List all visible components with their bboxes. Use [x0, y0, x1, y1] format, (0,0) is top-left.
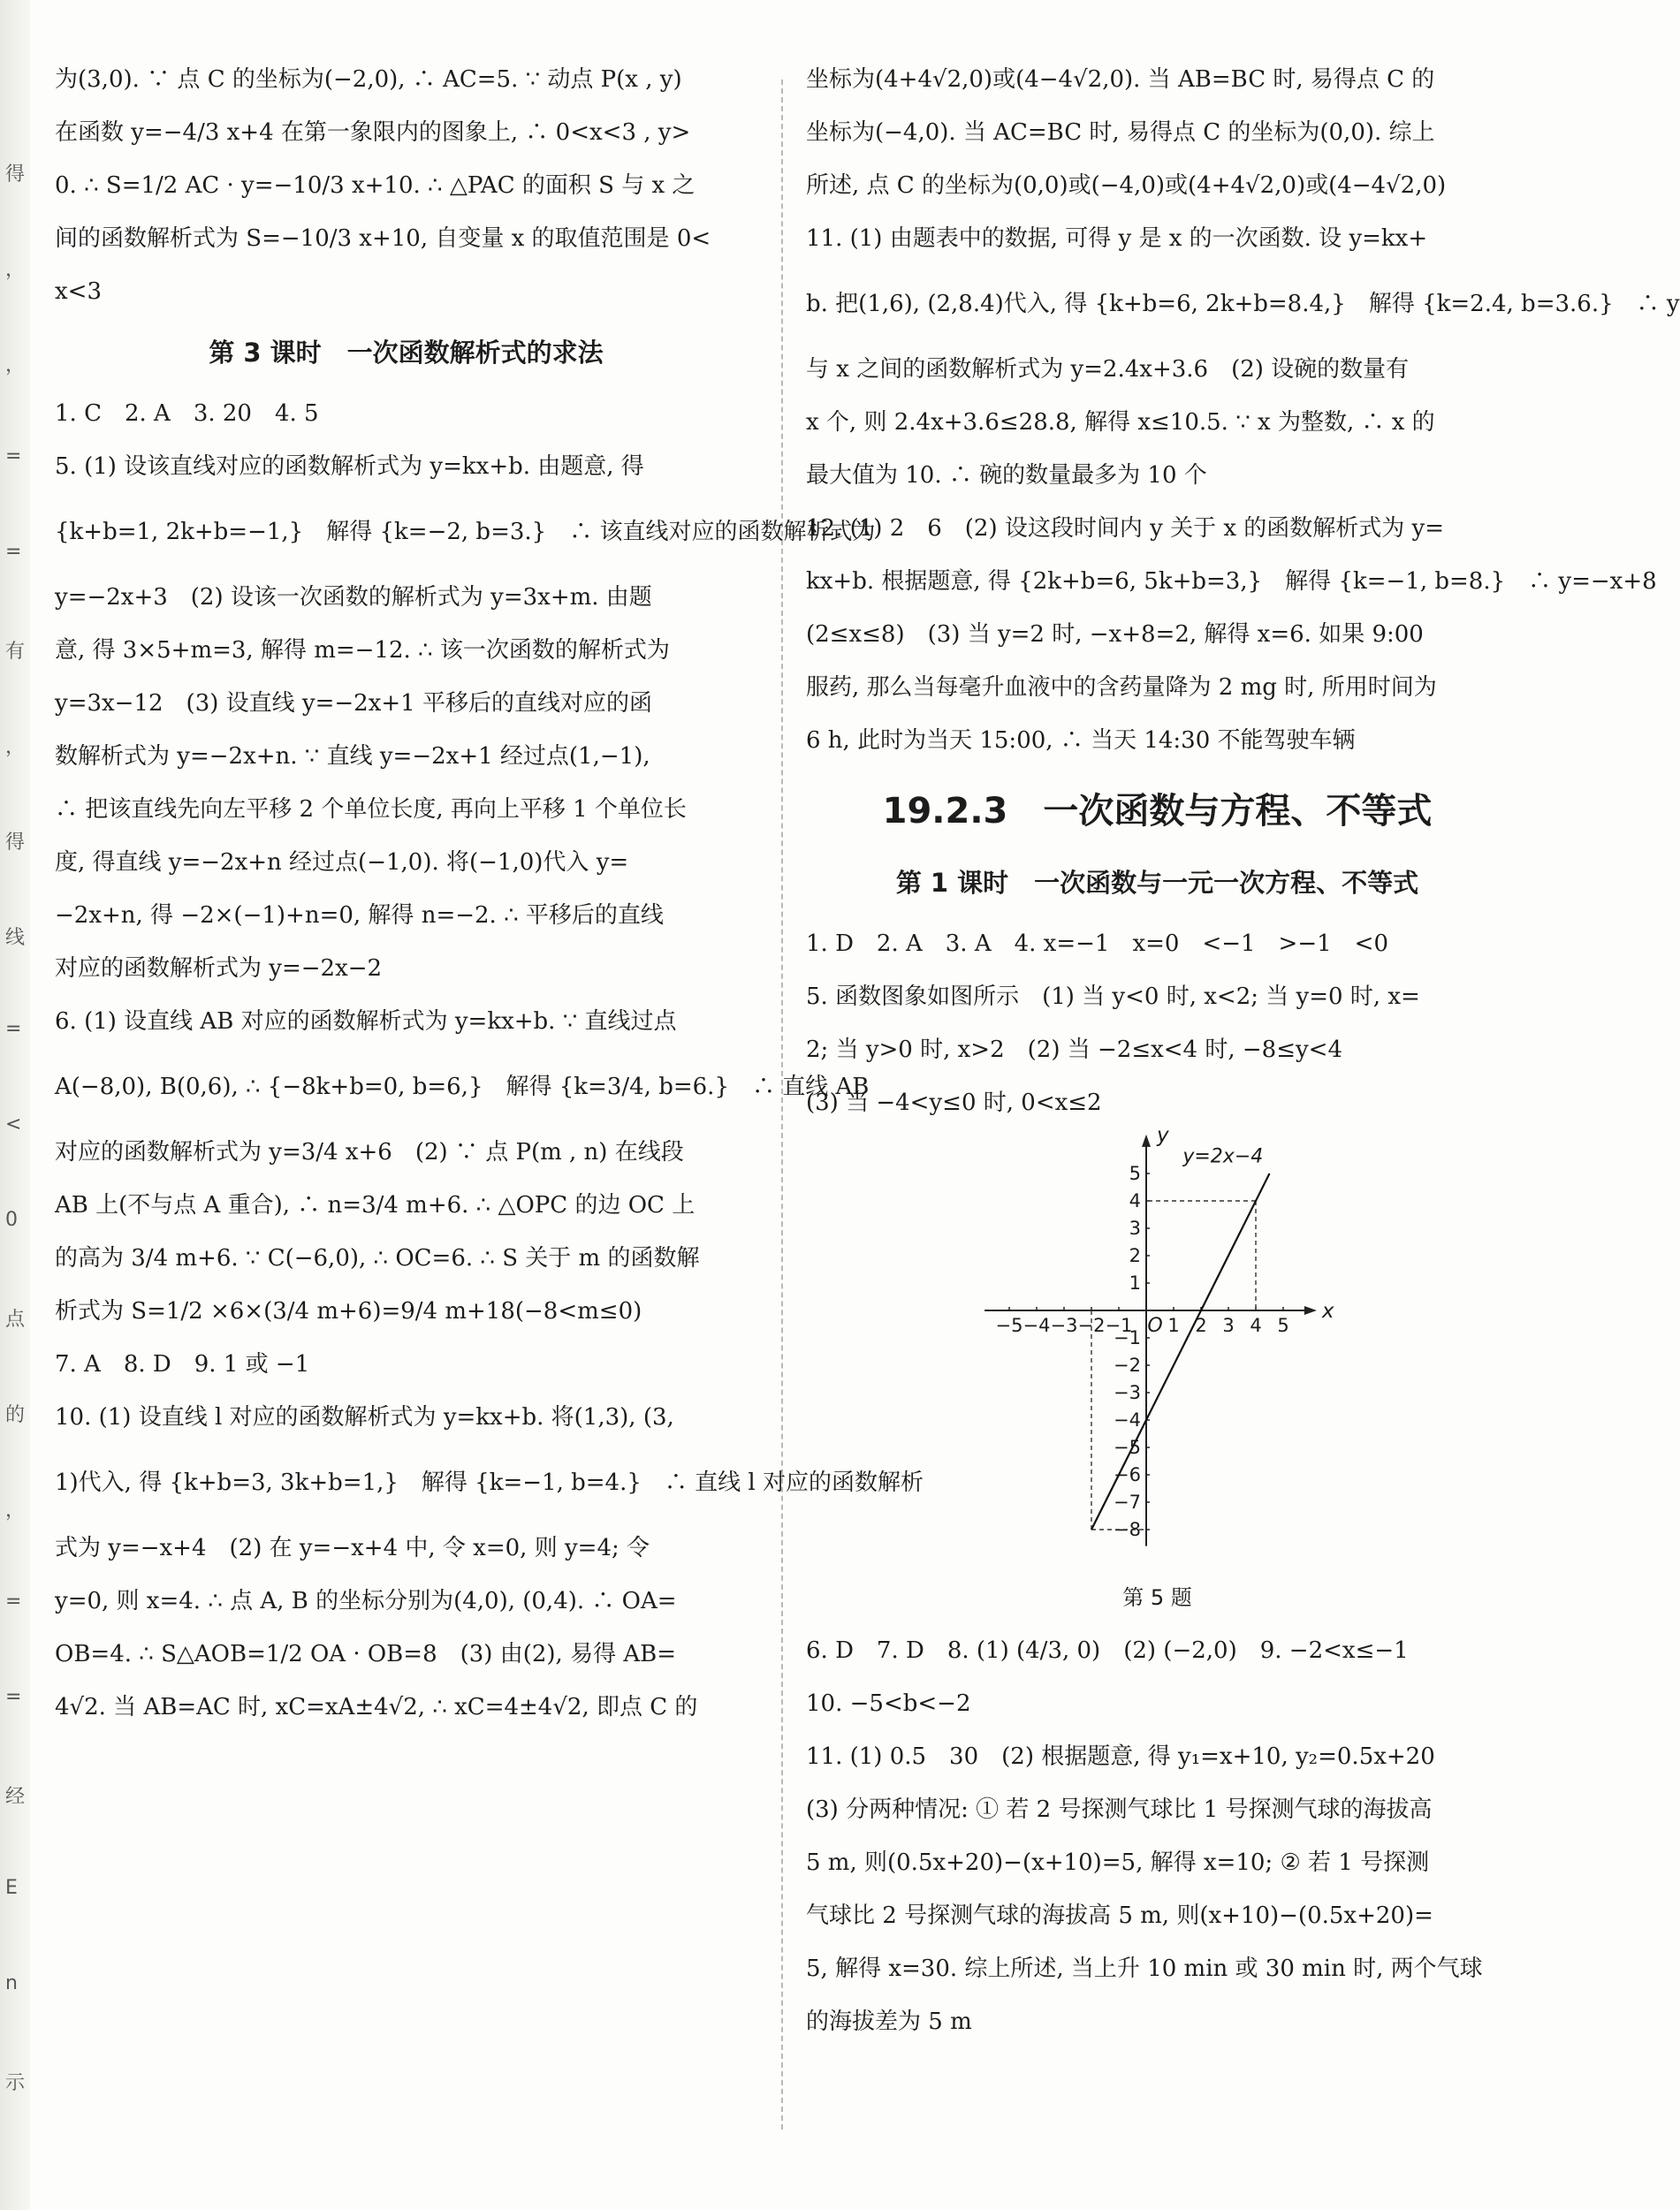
text-line: 7. A 8. D 9. 1 或 −1: [55, 1351, 310, 1378]
y-tick-label: −5: [1114, 1437, 1141, 1458]
figure-caption: 第 5 题: [1122, 1585, 1192, 1610]
edge-fragment: 线: [5, 927, 26, 949]
y-tick-label: 1: [1129, 1272, 1141, 1294]
text-line: 间的函数解析式为 S=−10/3 x+10, 自变量 x 的取值范围是 0<: [55, 225, 711, 252]
edge-fragment: ，: [5, 1500, 26, 1522]
series-line-y-2x-4: [1091, 1173, 1270, 1530]
text-line: 2; 当 y>0 时, x>2 (2) 当 −2≤x<4 时, −8≤y<4: [806, 1037, 1343, 1063]
edge-fragment: 示: [5, 2072, 26, 2094]
y-tick-label: 2: [1129, 1245, 1141, 1266]
edge-fragment: n: [5, 1972, 18, 1994]
text-line: 坐标为(−4,0). 当 AC=BC 时, 易得点 C 的坐标为(0,0). 综上: [806, 119, 1435, 146]
text-line: AB 上(不与点 A 重合), ∴ n=3/4 m+6. ∴ △OPC 的边 OC 上: [55, 1192, 696, 1219]
y-axis-label: y: [1157, 1123, 1169, 1147]
edge-fragment: <: [5, 1113, 22, 1135]
y-tick-label: −7: [1114, 1492, 1141, 1513]
text-line: 10. −5<b<−2: [806, 1690, 971, 1717]
text-line: (3) 分两种情况: ① 若 2 号探测气球比 1 号探测气球的海拔高: [806, 1796, 1433, 1823]
lesson-1-title: 第 1 课时 一次函数与一元一次方程、不等式: [895, 868, 1419, 898]
text-line: (2≤x≤8) (3) 当 y=2 时, −x+8=2, 解得 x=6. 如果 9:00: [806, 621, 1424, 648]
right-answer-lines-2: [806, 1624, 1509, 2048]
text-line: 5, 解得 x=30. 综上所述, 当上升 10 min 或 30 min 时, 两个气球: [806, 1956, 1483, 1982]
edge-fragment: 经: [5, 1786, 26, 1808]
y-tick-label: −8: [1114, 1519, 1141, 1540]
text-line: 6. D 7. D 8. (1) (4/3, 0) (2) (−2,0) 9. −2<x≤−1: [806, 1637, 1409, 1664]
text-line: {k+b=1, 2k+b=−1,} 解得 {k=−2, b=3.} ∴ 该直线对应的函数解析式为: [55, 519, 876, 545]
x-tick-label: 5: [1277, 1315, 1289, 1336]
x-axis-label: x: [1321, 1300, 1334, 1323]
text-line: 12. (1) 2 6 (2) 设这段时间内 y 关于 x 的函数解析式为 y=: [806, 515, 1445, 542]
y-axis-arrow: [1142, 1135, 1151, 1147]
series-label: y=2x−4: [1182, 1145, 1264, 1168]
left-intro-lines: [55, 53, 757, 318]
text-line: 最大值为 10. ∴ 碗的数量最多为 10 个: [806, 462, 1207, 489]
y-tick-label: 3: [1129, 1218, 1141, 1239]
text-line: 析式为 S=1/2 ×6×(3/4 m+6)=9/4 m+18(−8<m≤0): [55, 1298, 642, 1325]
x-tick-label: 1: [1167, 1315, 1180, 1336]
edge-fragment: =: [5, 541, 22, 563]
text-line: 服药, 那么当每毫升血液中的含药量降为 2 mg 时, 所用时间为: [806, 674, 1437, 701]
text-line: 1. C 2. A 3. 20 4. 5: [55, 400, 319, 427]
text-line: 意, 得 3×5+m=3, 解得 m=−12. ∴ 该一次函数的解析式为: [55, 637, 670, 664]
y-tick-label: −2: [1114, 1355, 1141, 1376]
text-line: x<3: [55, 278, 102, 305]
x-tick-label: −5: [995, 1315, 1023, 1336]
text-line: 对应的函数解析式为 y=−2x−2: [55, 955, 383, 982]
text-line: 11. (1) 由题表中的数据, 可得 y 是 x 的一次函数. 设 y=kx+: [806, 225, 1428, 252]
y-tick-label: 4: [1129, 1190, 1141, 1211]
edge-fragment: ，: [5, 259, 26, 281]
x-tick-label: −3: [1050, 1315, 1078, 1336]
edge-fragment: =: [5, 445, 22, 467]
text-line: 为(3,0). ∵ 点 C 的坐标为(−2,0), ∴ AC=5. ∵ 动点 P(x , y): [55, 66, 682, 93]
figure-problem-5: [806, 1123, 1509, 1624]
edge-fragment: =: [5, 1591, 22, 1613]
text-line: 5. 函数图象如图所示 (1) 当 y<0 时, x<2; 当 y=0 时, x=: [806, 983, 1420, 1010]
column-divider: [781, 80, 783, 2130]
text-line: x 个, 则 2.4x+3.6≤28.8, 解得 x≤10.5. ∵ x 为整数, ∴ x 的: [806, 409, 1435, 436]
text-line: 坐标为(4+4√2,0)或(4−4√2,0). 当 AB=BC 时, 易得点 C 的: [806, 66, 1435, 93]
text-line: 对应的函数解析式为 y=3/4 x+6 (2) ∵ 点 P(m , n) 在线段: [55, 1139, 684, 1166]
text-line: A(−8,0), B(0,6), ∴ {−8k+b=0, b=6,} 解得 {k=3/4, b=6.} ∴ 直线 AB: [55, 1074, 870, 1100]
edge-fragment: 0: [5, 1209, 18, 1231]
text-line: 1)代入, 得 {k+b=3, 3k+b=1,} 解得 {k=−1, b=4.} ∴ 直线 l 对应的函数解析: [55, 1470, 924, 1496]
text-line: 0. ∴ S=1/2 AC · y=−10/3 x+10. ∴ △PAC 的面积 S 与 x 之: [55, 172, 696, 199]
text-line: 式为 y=−x+4 (2) 在 y=−x+4 中, 令 x=0, 则 y=4; 令: [55, 1535, 650, 1561]
text-line: 1. D 2. A 3. A 4. x=−1 x=0 <−1 >−1 <0: [806, 930, 1389, 957]
y-tick-label: −1: [1114, 1327, 1141, 1348]
y-tick-label: −4: [1114, 1409, 1141, 1431]
text-line: 所述, 点 C 的坐标为(0,0)或(−4,0)或(4+4√2,0)或(4−4√2,0): [806, 172, 1447, 199]
text-line: 的高为 3/4 m+6. ∵ C(−6,0), ∴ OC=6. ∴ S 关于 m 的函数解: [55, 1245, 700, 1272]
text-line: 10. (1) 设直线 l 对应的函数解析式为 y=kx+b. 将(1,3), (3,: [55, 1404, 674, 1431]
edge-fragment: ，: [5, 354, 26, 376]
text-line: 在函数 y=−4/3 x+4 在第一象限内的图象上, ∴ 0<x<3 , y>: [55, 119, 691, 146]
right-answer-lines: [806, 917, 1509, 1129]
y-tick-label: −6: [1114, 1464, 1141, 1485]
text-line: b. 把(1,6), (2,8.4)代入, 得 {k+b=6, 2k+b=8.4,} 解得 {k=2.4, b=3.6.} ∴ y: [806, 291, 1680, 317]
x-tick-label: 3: [1222, 1315, 1235, 1336]
text-line: 度, 得直线 y=−2x+n 经过点(−1,0). 将(−1,0)代入 y=: [55, 849, 629, 876]
lesson-3-title: 第 3 课时 一次函数解析式的求法: [209, 338, 604, 368]
edge-fragment: =: [5, 1018, 22, 1040]
text-line: 6. (1) 设直线 AB 对应的函数解析式为 y=kx+b. ∵ 直线过点: [55, 1008, 677, 1035]
y-tick-label: −3: [1114, 1382, 1141, 1403]
x-axis-arrow: [1304, 1306, 1317, 1315]
edge-fragment: ，: [5, 736, 26, 758]
edge-fragment: =: [5, 1686, 22, 1708]
text-line: 气球比 2 号探测气球的海拔高 5 m, 则(x+10)−(0.5x+20)=: [806, 1902, 1433, 1929]
text-line: OB=4. ∴ S△AOB=1/2 OA · OB=8 (3) 由(2), 易得 AB=: [55, 1641, 677, 1667]
text-line: 数解析式为 y=−2x+n. ∵ 直线 y=−2x+1 经过点(1,−1),: [55, 743, 650, 770]
text-line: ∴ 把该直线先向左平移 2 个单位长度, 再向上平移 1 个单位长: [55, 796, 687, 823]
edge-fragment: 得: [5, 163, 26, 186]
origin-label: O: [1147, 1315, 1163, 1337]
edge-fragment: 有: [5, 641, 26, 663]
edge-fragment: 得: [5, 832, 26, 854]
y-tick-label: 5: [1129, 1163, 1141, 1184]
right-column: [806, 53, 1680, 2048]
text-line: y=3x−12 (3) 设直线 y=−2x+1 平移后的直线对应的函: [55, 690, 652, 717]
text-line: 11. (1) 0.5 30 (2) 根据题意, 得 y₁=x+10, y₂=0.5x+20: [806, 1743, 1435, 1770]
edge-fragment: E: [5, 1877, 18, 1899]
function-graph: [965, 1123, 1354, 1580]
text-line: 与 x 之间的函数解析式为 y=2.4x+3.6 (2) 设碗的数量有: [806, 356, 1410, 383]
text-line: (3) 当 −4<y≤0 时, 0<x≤2: [806, 1090, 1102, 1116]
text-line: y=0, 则 x=4. ∴ 点 A, B 的坐标分别为(4,0), (0,4). ∴ OA=: [55, 1588, 677, 1614]
text-line: 5 m, 则(0.5x+20)−(x+10)=5, 解得 x=10; ② 若 1 号探测: [806, 1849, 1430, 1876]
section-title: 19.2.3 一次函数与方程、不等式: [882, 791, 1433, 832]
right-intro-lines: [806, 53, 1680, 767]
text-line: 的海拔差为 5 m: [806, 2009, 972, 2035]
text-line: 5. (1) 设该直线对应的函数解析式为 y=kx+b. 由题意, 得: [55, 453, 644, 480]
x-tick-label: 4: [1250, 1315, 1262, 1336]
text-line: 4√2. 当 AB=AC 时, xC=xA±4√2, ∴ xC=4±4√2, 即点 C 的: [55, 1694, 698, 1720]
x-tick-label: −1: [1105, 1315, 1133, 1336]
edge-fragment: 的: [5, 1404, 26, 1426]
text-line: kx+b. 根据题意, 得 {2k+b=6, 5k+b=3,} 解得 {k=−1, b=8.} ∴ y=−x+8: [806, 568, 1657, 595]
x-tick-label: 2: [1195, 1315, 1207, 1336]
edge-fragment: 点: [5, 1309, 26, 1331]
x-tick-label: −2: [1077, 1315, 1106, 1336]
text-line: 6 h, 此时为当天 15:00, ∴ 当天 14:30 不能驾驶车辆: [806, 727, 1356, 754]
x-tick-label: −4: [1022, 1315, 1051, 1336]
text-line: y=−2x+3 (2) 设该一次函数的解析式为 y=3x+m. 由题: [55, 584, 652, 611]
text-line: −2x+n, 得 −2×(−1)+n=0, 解得 n=−2. ∴ 平移后的直线: [55, 902, 664, 929]
